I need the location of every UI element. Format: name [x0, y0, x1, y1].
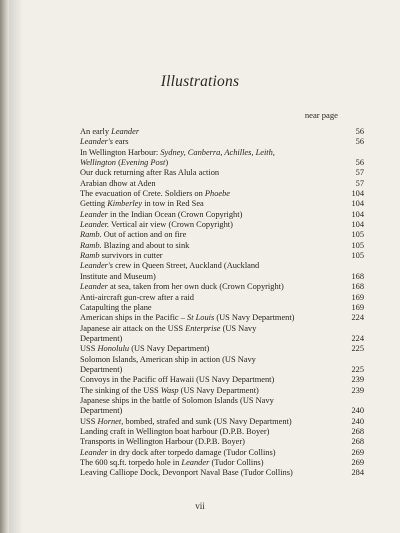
illustration-entry — [80, 261, 364, 282]
illustration-caption: Leander's crew in Queen Street, Auckland (Auckland Institute and Museum) — [80, 261, 260, 281]
illustration-caption: American ships in the Pacific – St Louis (US Navy Department) — [80, 313, 295, 323]
illustration-caption: Ramb. Blazing and about to sink — [80, 240, 190, 250]
illustration-page-number: 269 — [351, 447, 364, 457]
illustration-page-number: 269 — [351, 458, 364, 467]
page-title: Illustrations — [160, 73, 240, 90]
illustration-entry — [80, 468, 364, 478]
illustration-caption: Landing craft in Wellington boat harbour (D.P.B. Boyer) — [80, 426, 270, 436]
column-header-near-page: near page — [304, 110, 338, 120]
illustration-entry — [80, 148, 364, 169]
illustration-caption: An early Leander — [80, 127, 140, 136]
illustration-page-number: 105 — [351, 230, 364, 240]
illustration-page-number: 240 — [351, 406, 364, 416]
illustration-entry — [80, 220, 364, 230]
illustration-page-number: 56 — [355, 127, 364, 136]
illustration-page-number: 224 — [351, 333, 364, 343]
illustration-entry — [80, 324, 364, 345]
illustration-caption: Solomon Islands, American ship in action (US Navy Department) — [80, 354, 256, 374]
illustration-page-number: 57 — [355, 178, 364, 188]
illustration-page-number: 168 — [351, 271, 364, 281]
illustration-page-number: 56 — [355, 158, 364, 168]
illustration-caption: Leander at sea, taken from her own duck (Crown Copyright) — [80, 282, 284, 292]
illustration-caption: Transports in Wellington Harbour (D.P.B. Boyer) — [80, 437, 245, 447]
illustration-entry — [80, 251, 364, 261]
illustration-page-number: 56 — [355, 137, 364, 147]
illustration-entry — [80, 199, 364, 209]
illustration-entry — [80, 168, 364, 178]
illustration-page-number: 268 — [351, 437, 364, 447]
illustration-entry — [80, 437, 364, 447]
illustration-caption: Ramb. Out of action and on fire — [80, 230, 187, 240]
illustrations-list — [80, 127, 364, 479]
illustration-page-number: 105 — [351, 240, 364, 250]
illustration-caption: The 600 sq.ft. torpedo hole in Leander (Tudor Collins) — [80, 458, 264, 467]
illustration-entry — [80, 189, 364, 199]
illustration-page-number: 104 — [351, 220, 364, 230]
illustration-entry — [80, 230, 364, 240]
illustration-page-number: 224 — [351, 313, 364, 323]
illustration-caption: Catapulting the plane — [80, 302, 152, 312]
illustration-page-number: 168 — [351, 282, 364, 292]
illustration-page-number: 284 — [351, 468, 364, 478]
illustration-caption: Leaving Calliope Dock, Devonport Naval Base (Tudor Collins) — [80, 468, 293, 478]
illustration-entry — [80, 179, 364, 189]
illustration-caption: Leander in dry dock after torpedo damage (Tudor Collins) — [80, 447, 276, 457]
illustration-entry — [80, 448, 364, 458]
illustration-page-number: 104 — [351, 209, 364, 219]
illustration-page-number: 104 — [351, 189, 364, 199]
illustration-entry — [80, 313, 364, 323]
illustration-entry — [80, 344, 364, 354]
illustration-caption: Convoys in the Pacific off Hawaii (US Navy Department) — [80, 375, 275, 385]
illustration-entry — [80, 303, 364, 313]
illustration-page-number: 239 — [351, 375, 364, 385]
illustration-page-number: 169 — [351, 292, 364, 302]
illustration-caption: Anti-aircraft gun-crew after a raid — [80, 292, 194, 302]
illustration-caption: The sinking of the USS Wasp (US Navy Department) — [80, 385, 259, 395]
illustration-caption: Leander in the Indian Ocean (Crown Copyright) — [80, 209, 243, 219]
illustration-entry — [80, 282, 364, 292]
illustration-page-number: 268 — [351, 426, 364, 436]
illustration-caption: Japanese ships in the battle of Solomon Islands (US Navy Department) — [80, 395, 274, 416]
illustration-entry — [80, 458, 364, 468]
illustration-page-number: 57 — [355, 168, 364, 178]
illustration-entry — [80, 386, 364, 396]
illustration-page-number: 239 — [351, 385, 364, 395]
illustration-caption: Getting Kimberley in tow in Red Sea — [80, 199, 204, 209]
illustration-entry — [80, 293, 364, 303]
illustration-caption: USS Honolulu (US Navy Department) — [80, 344, 210, 354]
illustration-page-number: 240 — [351, 416, 364, 426]
illustration-caption: The evacuation of Crete. Soldiers on Phoebe — [80, 189, 231, 199]
illustration-page-number: 225 — [351, 364, 364, 374]
illustration-page-number: 105 — [351, 251, 364, 261]
illustration-caption: Our duck returning after Ras Alula action — [80, 168, 220, 178]
illustration-caption: Ramb survivors in cutter — [80, 251, 163, 261]
illustration-caption: Arabian dhow at Aden — [80, 178, 156, 188]
illustration-entry — [80, 396, 364, 417]
illustration-entry — [80, 417, 364, 427]
illustration-entry — [80, 241, 364, 251]
illustration-page-number: 169 — [351, 302, 364, 312]
illustration-caption: USS Hornet, bombed, strafed and sunk (US Navy Department) — [80, 416, 292, 426]
illustration-page-number: 104 — [351, 199, 364, 209]
illustration-caption: Leander. Vertical air view (Crown Copyright) — [80, 220, 233, 230]
illustration-entry — [80, 427, 364, 437]
illustration-caption: Leander's ears — [80, 137, 129, 147]
illustration-caption: In Wellington Harbour: Sydney, Canberra, Achilles, Leith, Wellington (Evening Post) — [80, 147, 275, 168]
illustration-entry — [80, 355, 364, 376]
illustration-entry — [80, 210, 364, 220]
illustration-page-number: 225 — [351, 344, 364, 354]
illustration-entry — [80, 375, 364, 385]
page-number-footer: vii — [195, 501, 205, 511]
illustration-entry — [80, 127, 364, 137]
illustration-caption: Japanese air attack on the USS Enterprise (US Navy Department) — [80, 323, 257, 343]
illustration-entry — [80, 137, 364, 147]
